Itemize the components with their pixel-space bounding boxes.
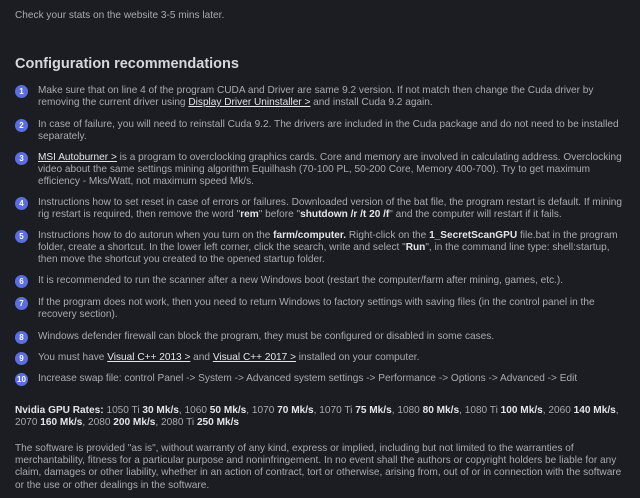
recommendation-text [38,275,632,287]
gpu-model: 2070 [15,417,38,429]
gpu-speed: 160 Mk/s [40,417,83,429]
recommendation-text [38,230,632,267]
gpu-rates-entries: 1050 Ti 30 Mk/s, 1060 50 Mk/s, 1070 70 Mk/s, 1070 Ti 75 Mk/s, 1080 80 Mk/s, 1080 Ti 100 Mk/s, 2060 140 Mk/s, 2070 160 Mk/s, 2080 200 Mk/s, 2080 Ti 250 Mk/s [15,405,619,429]
text-segment: Increase swap file: control Panel -> System -> Advanced system settings -> Performance -> Options -> Advanced -> Edit [38,373,578,384]
gpu-model: 2080 Ti [161,417,195,429]
gpu-speed: 100 Mk/s [500,405,543,416]
external-link[interactable]: Display Driver Uninstaller > [188,97,311,109]
number-badge: 3 [15,152,28,165]
text-segment: ", in the command line type: shell:startup, then move the shortcut you created to the opened startup folder. [38,242,610,266]
gpu-speed: 250 Mk/s [196,417,240,429]
recommendation-item [15,152,632,189]
highlight-text: Run [405,242,426,254]
gpu-rates [15,405,632,429]
number-badge: 8 [15,331,28,344]
text-segment: If the program does not work, then you need to return Windows to factory settings with saving files (in the control panel in the recovery section). [38,297,595,321]
gpu-speed: 50 Mk/s [209,405,247,416]
recommendation-text [38,331,632,343]
external-link[interactable]: Visual C++ 2013 > [107,352,191,363]
external-link[interactable]: MSI Autoburner > [38,152,117,163]
text-segment: Instructions how to do autorun when you turn on the [38,230,274,241]
text-segment: Windows defender firewall can block the program, they must be configured or disabled in some cases. [38,331,495,342]
gpu-model: 1070 Ti [319,405,353,416]
text-segment: file.bat in the program folder, create a shortcut. In the lower left corner, click the search, write and select " [38,230,618,254]
gpu-model: 2080 [88,417,111,429]
text-segment: It is recommended to run the scanner after a new Windows boot (restart the computer/farm after mining, games, etc.). [38,275,564,286]
number-badge: 9 [15,352,28,365]
recommendation-item [15,197,632,221]
recommendation-item [15,297,632,321]
highlight-text: shutdown /r /t 20 /f [300,209,390,221]
gpu-rates-label: Nvidia GPU Rates: [15,405,104,416]
recommendation-text [38,85,632,109]
recommendation-text [38,352,632,364]
text-segment: You must have [38,352,108,363]
text-segment: In case of failure, you will need to reinstall Cuda 9.2. The drivers are included in the Cuda package and do not need to be installed separately. [38,119,619,143]
section-heading: Configuration recommendations [15,56,239,72]
recommendation-text [38,197,632,221]
gpu-speed: 200 Mk/s [113,417,156,429]
recommendation-item [15,352,632,364]
gpu-model: 1080 [397,405,420,416]
gpu-speed: 30 Mk/s [142,405,179,416]
text-segment: " and the computer will restart if it fails. [389,209,562,221]
number-badge: 10 [15,373,28,386]
gpu-speed: 75 Mk/s [355,405,392,416]
recommendation-text [38,297,632,321]
text-segment: and install Cuda 9.2 again. [310,97,433,109]
stats-note: Check your stats on the website 3-5 mins later. [15,10,225,21]
gpu-model: 1060 [184,405,207,416]
gpu-model: 1050 Ti [106,405,140,416]
recommendation-text [38,152,632,189]
recommendation-item [15,275,632,287]
gpu-model: 2060 [548,405,571,416]
text-segment: Make sure that on line 4 of the program CUDA and Driver are same 9.2 version. If not match then change the Cuda driver by removing the current driver using [38,85,594,109]
text-segment: " before " [258,209,301,221]
text-segment: installed on your computer. [295,352,420,363]
number-badge: 7 [15,297,28,310]
disclaimer-text: The software is provided "as is", without warranty of any kind, express or implied, including but not limited to the warranties of merchantability, fitness for a particular purpose and noninfringement. In no event shall the authors or copyright holders be liable for any claim, damages or other liability, whether in an action of contract, tort or otherwise, arising from, out of or in connection with the software or the use or other dealings in the software. [15,443,622,491]
external-link[interactable]: Visual C++ 2017 > [212,352,296,363]
gpu-speed: 140 Mk/s [573,405,616,416]
gpu-model: 1070 [251,405,275,416]
number-badge: 2 [15,119,28,132]
recommendation-item [15,230,632,267]
gpu-speed: 70 Mk/s [277,405,314,416]
recommendation-text [38,373,632,385]
number-badge: 1 [15,85,28,98]
text-segment: and [190,352,213,363]
highlight-text: rem [240,209,259,221]
highlight-text: 1_SecretScanGPU [429,230,518,241]
recommendation-item [15,85,632,109]
number-badge: 5 [15,230,28,243]
number-badge: 4 [15,197,28,210]
highlight-text: farm/computer. [273,230,347,241]
recommendation-item [15,119,632,143]
gpu-model: 1080 Ti [464,405,498,416]
text-segment: Right-click on the [346,230,430,241]
text-segment: Instructions how to set reset in case of errors or failures. Downloaded version of the bat file, the program restart is default. If mining rig restart is required, then remove the word " [38,197,623,221]
recommendation-item [15,331,632,343]
gpu-speed: 80 Mk/s [422,405,460,416]
number-badge: 6 [15,275,28,288]
recommendation-item [15,373,632,385]
recommendation-text [38,119,632,143]
text-segment: is a program to overclocking graphics cards. Core and memory are involved in calculating address. Overclocking video about the same settings mining algorithm Equilhash (70-100 PL, 50-200 Core, Memory 400-700). Try to get maximum efficiency - Mks/Watt, not maximum speed Mk/s. [38,152,622,188]
